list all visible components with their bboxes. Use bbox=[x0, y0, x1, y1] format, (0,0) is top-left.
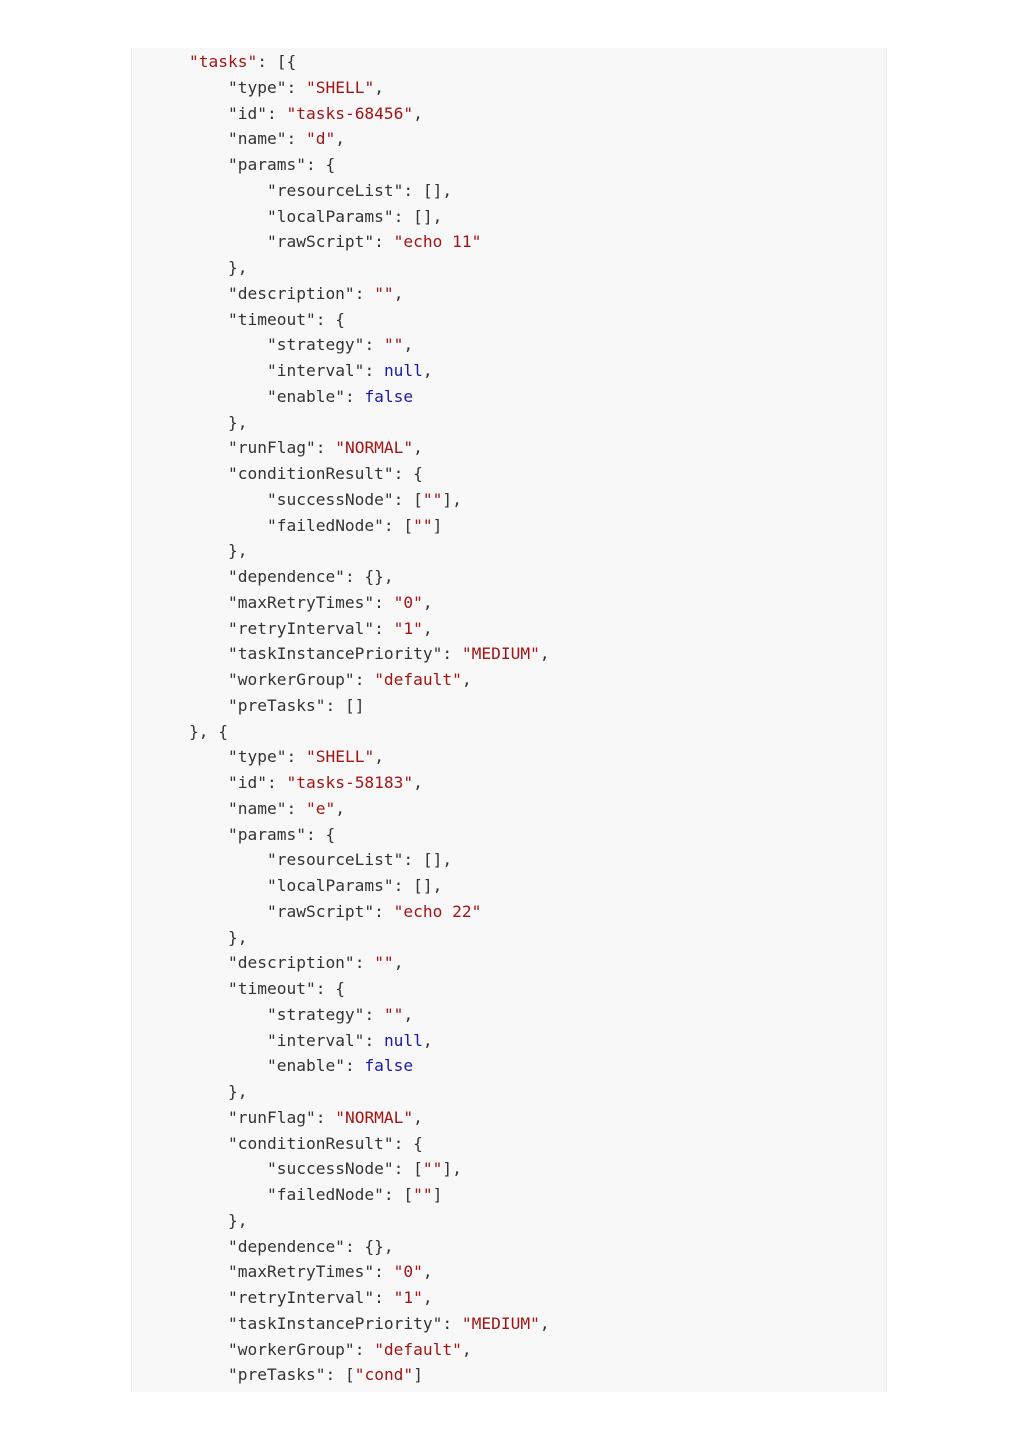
punctuation-token: , bbox=[393, 953, 404, 973]
punctuation-token: ], bbox=[442, 489, 462, 509]
code-indent bbox=[189, 232, 267, 251]
code-indent bbox=[189, 1314, 228, 1333]
key-token: "resourceList" bbox=[266, 180, 404, 200]
key-token: "type" bbox=[227, 77, 287, 97]
punctuation-token: , bbox=[335, 798, 345, 818]
code-indent bbox=[189, 670, 228, 689]
string-token: "MEDIUM" bbox=[461, 644, 540, 664]
punctuation-token: : [ bbox=[393, 489, 423, 509]
key-token: "retryInterval" bbox=[227, 618, 375, 638]
code-indent bbox=[189, 1211, 228, 1230]
code-indent bbox=[189, 696, 228, 715]
code-line bbox=[189, 281, 886, 307]
code-line bbox=[189, 332, 886, 358]
code-indent bbox=[189, 773, 228, 792]
punctuation-token: }, bbox=[227, 541, 248, 561]
punctuation-token: : [], bbox=[393, 206, 443, 226]
code-indent bbox=[189, 155, 228, 174]
key-token: "failedNode" bbox=[266, 1185, 384, 1204]
code-indent bbox=[189, 876, 267, 895]
punctuation-token: : bbox=[344, 386, 365, 406]
punctuation-token: : { bbox=[315, 309, 345, 329]
punctuation-token: : bbox=[266, 103, 287, 123]
code-indent bbox=[189, 953, 228, 972]
key-token: "localParams" bbox=[266, 206, 394, 226]
code-indent bbox=[189, 1159, 267, 1178]
punctuation-token: ], bbox=[442, 1159, 462, 1179]
punctuation-token: , bbox=[403, 1004, 414, 1024]
code-indent bbox=[189, 78, 228, 97]
punctuation-token: : [ bbox=[383, 515, 414, 535]
code-line bbox=[189, 1053, 886, 1079]
key-token: "id" bbox=[227, 103, 267, 123]
code-indent bbox=[189, 1031, 267, 1050]
keyword-token: false bbox=[364, 1056, 414, 1076]
code-line bbox=[189, 75, 886, 101]
string-token: "echo 22" bbox=[393, 901, 482, 921]
code-line bbox=[189, 1156, 886, 1182]
code-indent bbox=[189, 1056, 267, 1075]
code-indent bbox=[189, 284, 228, 303]
punctuation-token: : bbox=[315, 1107, 336, 1127]
key-token: "resourceList" bbox=[266, 850, 404, 870]
keyword-token: false bbox=[364, 386, 414, 406]
key-token: "params" bbox=[227, 155, 306, 174]
code-indent bbox=[189, 567, 228, 586]
code-line bbox=[189, 616, 886, 642]
code-line bbox=[189, 1311, 886, 1337]
code-line bbox=[189, 1105, 886, 1131]
punctuation-token: , bbox=[413, 103, 423, 123]
key-token: "id" bbox=[227, 773, 267, 792]
key-token: "runFlag" bbox=[227, 438, 316, 458]
punctuation-token: : [], bbox=[403, 850, 453, 870]
punctuation-token: : bbox=[442, 1313, 462, 1333]
punctuation-token: : bbox=[286, 77, 306, 97]
code-indent bbox=[189, 258, 228, 277]
string-token: "" bbox=[422, 489, 443, 509]
code-block bbox=[131, 48, 887, 1392]
string-token: "NORMAL" bbox=[335, 438, 414, 458]
code-line bbox=[189, 847, 886, 873]
string-token: "SHELL" bbox=[305, 77, 375, 97]
key-token: "runFlag" bbox=[227, 1107, 316, 1127]
code-line bbox=[189, 255, 886, 281]
code-indent bbox=[189, 361, 267, 380]
key-token: "maxRetryTimes" bbox=[227, 592, 375, 612]
key-token: "description" bbox=[227, 953, 355, 973]
punctuation-token: , bbox=[422, 618, 433, 638]
key-token: "preTasks" bbox=[227, 1365, 326, 1385]
code-line bbox=[189, 1028, 886, 1054]
code-indent bbox=[189, 979, 228, 998]
code-indent bbox=[189, 516, 267, 535]
code-indent bbox=[189, 1288, 228, 1307]
punctuation-token: }, bbox=[227, 412, 248, 432]
string-token: "" bbox=[383, 1004, 404, 1024]
code-indent bbox=[189, 1005, 267, 1024]
punctuation-token: : bbox=[315, 438, 336, 458]
code-indent bbox=[189, 413, 228, 432]
code-indent bbox=[189, 1082, 228, 1101]
punctuation-token: : bbox=[286, 798, 306, 818]
code-line bbox=[189, 1131, 886, 1157]
code-indent bbox=[189, 799, 228, 818]
punctuation-token: : bbox=[354, 283, 375, 303]
punctuation-token: , bbox=[374, 77, 384, 97]
punctuation-token: , bbox=[335, 129, 345, 149]
key-token: "successNode" bbox=[266, 1159, 394, 1179]
code-line bbox=[189, 822, 886, 848]
code-indent bbox=[189, 490, 267, 509]
key-token: "taskInstancePriority" bbox=[227, 1313, 443, 1333]
code-indent bbox=[189, 104, 228, 123]
code-line bbox=[189, 1234, 886, 1260]
punctuation-token: : bbox=[286, 129, 306, 149]
punctuation-token: , bbox=[461, 670, 472, 689]
key-token: "params" bbox=[227, 824, 306, 844]
punctuation-token: : bbox=[374, 592, 394, 612]
code-line bbox=[189, 667, 886, 693]
code-line bbox=[189, 1337, 886, 1363]
string-token: "" bbox=[374, 283, 394, 303]
code-indent bbox=[189, 902, 267, 921]
code-indent bbox=[189, 1185, 267, 1204]
code-indent bbox=[189, 644, 228, 663]
punctuation-token: : bbox=[442, 644, 462, 664]
punctuation-token: ] bbox=[432, 515, 443, 535]
keyword-token: null bbox=[383, 1030, 423, 1050]
punctuation-token: , bbox=[374, 747, 384, 767]
string-token: "" bbox=[383, 335, 404, 355]
code-line bbox=[189, 101, 886, 127]
punctuation-token: , bbox=[422, 1262, 433, 1282]
punctuation-token: : { bbox=[305, 824, 336, 844]
code-line bbox=[189, 1208, 886, 1234]
code-line bbox=[189, 1182, 886, 1208]
code-line bbox=[189, 744, 886, 770]
code-indent bbox=[189, 928, 228, 947]
code-line bbox=[189, 1079, 886, 1105]
code-indent bbox=[189, 593, 228, 612]
string-token: "" bbox=[413, 1185, 433, 1204]
punctuation-token: : bbox=[354, 670, 375, 689]
punctuation-token: : bbox=[344, 1056, 365, 1076]
punctuation-token: : [], bbox=[393, 876, 443, 895]
punctuation-token: : { bbox=[305, 155, 336, 174]
punctuation-token: : bbox=[374, 901, 394, 921]
punctuation-token: : [] bbox=[325, 695, 365, 715]
code-indent bbox=[189, 1134, 228, 1153]
punctuation-token: , bbox=[413, 1107, 423, 1127]
keyword-token: null bbox=[383, 361, 423, 380]
string-token: "" bbox=[413, 515, 433, 535]
key-token: "successNode" bbox=[266, 489, 394, 509]
punctuation-token: : bbox=[374, 232, 394, 252]
punctuation-token: : { bbox=[315, 979, 345, 998]
punctuation-token: : bbox=[354, 953, 375, 973]
code-indent bbox=[189, 438, 228, 457]
string-token: "tasks-68456" bbox=[286, 103, 414, 123]
key-token: "rawScript" bbox=[266, 232, 375, 252]
punctuation-token: }, bbox=[227, 927, 248, 947]
string-token: "" bbox=[422, 1159, 443, 1179]
code-line bbox=[189, 410, 886, 436]
punctuation-token: : [{ bbox=[257, 52, 297, 71]
key-token: "name" bbox=[227, 129, 287, 149]
code-indent bbox=[189, 1340, 228, 1359]
key-token: "failedNode" bbox=[266, 515, 384, 535]
key-token: "taskInstancePriority" bbox=[227, 644, 443, 664]
punctuation-token: , bbox=[413, 438, 423, 458]
code-line bbox=[189, 873, 886, 899]
code-indent bbox=[189, 541, 228, 560]
punctuation-token: : { bbox=[393, 464, 423, 483]
code-line bbox=[189, 641, 886, 667]
code-line bbox=[189, 590, 886, 616]
code-line bbox=[189, 950, 886, 976]
punctuation-token: : [ bbox=[325, 1365, 355, 1385]
punctuation-token: : bbox=[364, 1030, 384, 1050]
key-token: "description" bbox=[227, 283, 355, 303]
key-token: "dependence" bbox=[227, 1236, 345, 1256]
code-indent bbox=[189, 1108, 228, 1127]
code-line bbox=[189, 49, 886, 75]
string-token: "SHELL" bbox=[305, 747, 375, 767]
code-line bbox=[189, 461, 886, 487]
code-indent bbox=[189, 181, 267, 200]
punctuation-token: , bbox=[422, 1030, 433, 1050]
key-token: "interval" bbox=[266, 1030, 365, 1050]
code-line bbox=[189, 1285, 886, 1311]
punctuation-token: , bbox=[539, 1313, 550, 1333]
punctuation-token: : [ bbox=[393, 1159, 423, 1179]
string-token: "cond" bbox=[354, 1365, 414, 1385]
key-token: "timeout" bbox=[227, 979, 316, 998]
code-indent bbox=[189, 335, 267, 354]
punctuation-token: }, bbox=[227, 1082, 248, 1101]
punctuation-token: , bbox=[539, 644, 550, 664]
code-line bbox=[189, 976, 886, 1002]
code-line bbox=[189, 435, 886, 461]
punctuation-token: : { bbox=[393, 1133, 423, 1153]
string-token: "0" bbox=[393, 592, 423, 612]
code-indent bbox=[189, 207, 267, 226]
string-token: "NORMAL" bbox=[335, 1107, 414, 1127]
code-line bbox=[189, 152, 886, 178]
punctuation-token: : bbox=[374, 618, 394, 638]
key-token: "workerGroup" bbox=[227, 670, 355, 689]
punctuation-token: : bbox=[286, 747, 306, 767]
punctuation-token: : bbox=[364, 1004, 384, 1024]
code-indent bbox=[189, 129, 228, 148]
code-line bbox=[189, 513, 886, 539]
code-line bbox=[189, 538, 886, 564]
punctuation-token: ] bbox=[432, 1185, 443, 1204]
punctuation-token: , bbox=[403, 335, 414, 355]
key-token: "retryInterval" bbox=[227, 1288, 375, 1307]
punctuation-token: : bbox=[354, 1339, 375, 1359]
code-indent bbox=[189, 825, 228, 844]
string-token: "tasks" bbox=[189, 52, 258, 71]
key-token: "interval" bbox=[266, 361, 365, 380]
string-token: "1" bbox=[393, 618, 423, 638]
punctuation-token: }, bbox=[227, 258, 248, 277]
key-token: "workerGroup" bbox=[227, 1339, 355, 1359]
code-indent bbox=[189, 1237, 228, 1256]
punctuation-token: : {}, bbox=[344, 1236, 394, 1256]
code-line bbox=[189, 178, 886, 204]
code-indent bbox=[189, 747, 228, 766]
key-token: "strategy" bbox=[266, 1004, 365, 1024]
code-line bbox=[189, 770, 886, 796]
punctuation-token: : [], bbox=[403, 180, 453, 200]
code-line bbox=[189, 1002, 886, 1028]
punctuation-token: , bbox=[422, 361, 433, 380]
code-line bbox=[189, 307, 886, 333]
punctuation-token: : {}, bbox=[344, 567, 394, 586]
code-line bbox=[189, 899, 886, 925]
string-token: "default" bbox=[374, 670, 462, 689]
string-token: "echo 11" bbox=[393, 232, 482, 252]
punctuation-token: , bbox=[422, 592, 433, 612]
key-token: "localParams" bbox=[266, 876, 394, 895]
string-token: "e" bbox=[305, 798, 336, 818]
string-token: "d" bbox=[305, 129, 336, 149]
code-indent bbox=[189, 619, 228, 638]
code-line bbox=[189, 229, 886, 255]
key-token: "rawScript" bbox=[266, 901, 375, 921]
code-indent bbox=[189, 310, 228, 329]
code-listing bbox=[132, 48, 886, 1388]
key-token: "type" bbox=[227, 747, 287, 767]
key-token: "enable" bbox=[266, 386, 345, 406]
code-line bbox=[189, 358, 886, 384]
key-token: "strategy" bbox=[266, 335, 365, 355]
string-token: "MEDIUM" bbox=[461, 1313, 540, 1333]
code-line bbox=[189, 564, 886, 590]
string-token: "" bbox=[374, 953, 394, 973]
string-token: "tasks-58183" bbox=[286, 773, 414, 792]
punctuation-token: , bbox=[413, 773, 423, 792]
code-indent bbox=[189, 1365, 228, 1384]
code-line bbox=[189, 1259, 886, 1285]
punctuation-token: }, bbox=[227, 1210, 248, 1230]
string-token: "1" bbox=[393, 1288, 423, 1307]
code-line bbox=[189, 719, 886, 745]
code-line bbox=[189, 487, 886, 513]
code-indent bbox=[189, 464, 228, 483]
code-line bbox=[189, 693, 886, 719]
key-token: "name" bbox=[227, 798, 287, 818]
code-indent bbox=[189, 850, 267, 869]
punctuation-token: : bbox=[266, 773, 287, 792]
code-line bbox=[189, 925, 886, 951]
punctuation-token: : bbox=[374, 1262, 394, 1282]
code-line bbox=[189, 384, 886, 410]
code-indent bbox=[189, 387, 267, 406]
punctuation-token: : bbox=[374, 1288, 394, 1307]
key-token: "dependence" bbox=[227, 567, 345, 586]
key-token: "enable" bbox=[266, 1056, 345, 1076]
punctuation-token: , bbox=[393, 283, 404, 303]
code-line bbox=[189, 796, 886, 822]
key-token: "preTasks" bbox=[227, 695, 326, 715]
punctuation-token: : bbox=[364, 361, 384, 380]
code-line bbox=[189, 204, 886, 230]
key-token: "maxRetryTimes" bbox=[227, 1262, 375, 1282]
code-line bbox=[189, 126, 886, 152]
punctuation-token: , bbox=[461, 1339, 472, 1359]
punctuation-token: }, { bbox=[189, 721, 228, 741]
string-token: "0" bbox=[393, 1262, 423, 1282]
punctuation-token: : bbox=[364, 335, 384, 355]
punctuation-token: ] bbox=[413, 1365, 423, 1385]
punctuation-token: : [ bbox=[383, 1185, 414, 1204]
key-token: "conditionResult" bbox=[227, 464, 394, 483]
key-token: "conditionResult" bbox=[227, 1133, 394, 1153]
key-token: "timeout" bbox=[227, 309, 316, 329]
code-indent bbox=[189, 1262, 228, 1281]
string-token: "default" bbox=[374, 1339, 462, 1359]
punctuation-token: , bbox=[422, 1288, 433, 1307]
code-line bbox=[189, 1362, 886, 1388]
